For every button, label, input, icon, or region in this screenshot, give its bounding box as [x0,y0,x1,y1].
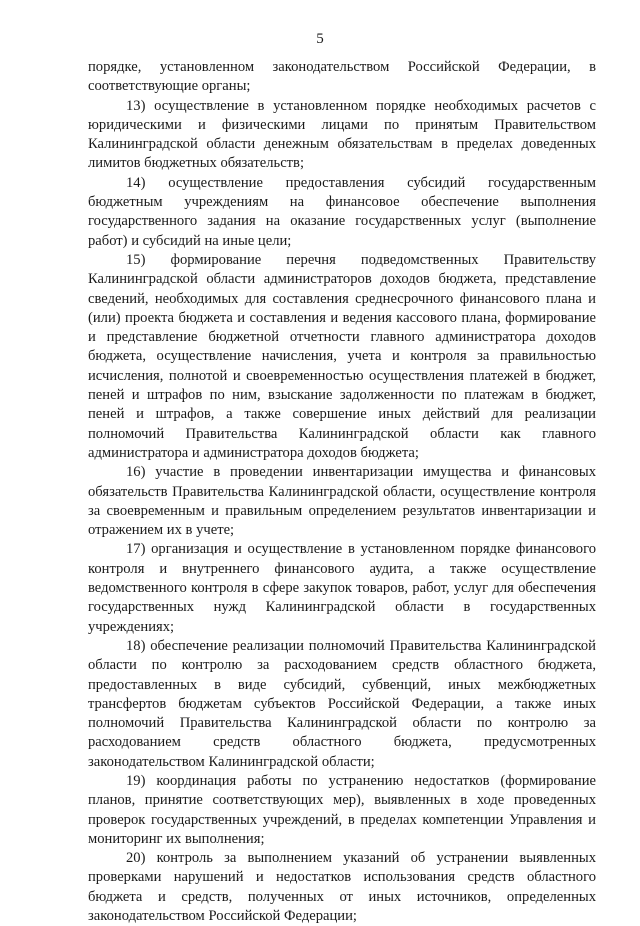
page-number: 5 [316,31,324,47]
paragraph-item-14: 14) осуществление предоставления субсидий государственным бюджетным учреждениям на финансовое обеспечение выполнения государственного задания на оказание государственных услуг (выполнение работ) и субсидий на иные цели; [88,174,596,249]
document-body [88,58,596,926]
paragraph-item-16: 16) участие в проведении инвентаризации имущества и финансовых обязательств Правительства Калининградской области, осуществление контроля за своевременным и правильным определением результатов инвентаризации и отражением их в учете; [88,464,596,539]
paragraph-item-18: 18) обеспечение реализации полномочий Правительства Калининградской области по контролю за расходованием средств областного бюджета, предоставленных в виде субсидий, субвенций, иных межбюджетных трансфертов бюджетам субъектов Российской Федерации, а также иных полномочий Правительства Калининградской области по контролю за расходованием средств областного бюджета, предусмотренных законодательством Калининградской области; [88,637,596,770]
paragraph-continuation: порядке, установленном законодательством Российской Федерации, в соответствующие органы; [88,59,596,95]
paragraph-item-19: 19) координация работы по устранению недостатков (формирование планов, принятие соответствующих мер), выявленных в ходе проведенных проверок государственных учреждений, в пределах компетенции Управления и мониторинг их выполнения; [88,772,596,847]
paragraph-item-17: 17) организация и осуществление в установленном порядке финансового контроля и внутреннего финансового аудита, а также осуществление ведомственного контроля в сфере закупок товаров, работ, услуг для обеспечения государственных нужд Калининградской области в государственных учреждениях; [88,541,596,635]
paragraph-item-20: 20) контроль за выполнением указаний об устранении выявленных проверками нарушений и недостатков использования средств областного бюджета и средств, полученных от иных источников, определенных законодательством Российской Федерации; [88,850,596,925]
paragraph-item-13: 13) осуществление в установленном порядке необходимых расчетов с юридическими и физическими лицами по принятым Правительством Калининградской области денежным обязательствам в пределах доведенных лимитов бюджетных обязательств; [88,97,596,172]
paragraph-item-15: 15) формирование перечня подведомственных Правительству Калининградской области администраторов доходов бюджета, представление сведений, необходимых для составления среднесрочного финансового плана и (или) проекта бюджета и составления и ведения кассового плана, формирование и представление бюджетной отчетности главного администратора доходов бюджета, осуществление начисления, учета и контроля за правильностью исчисления, полнотой и своевременностью осуществления платежей в бюджет, пеней и штрафов по ним, взыскание задолженности по платежам в бюджет, пеней и штрафов, а также совершение иных действий для реализации полномочий Правительства Калининградской области как главного администратора и администратора доходов бюджета; [88,251,596,461]
